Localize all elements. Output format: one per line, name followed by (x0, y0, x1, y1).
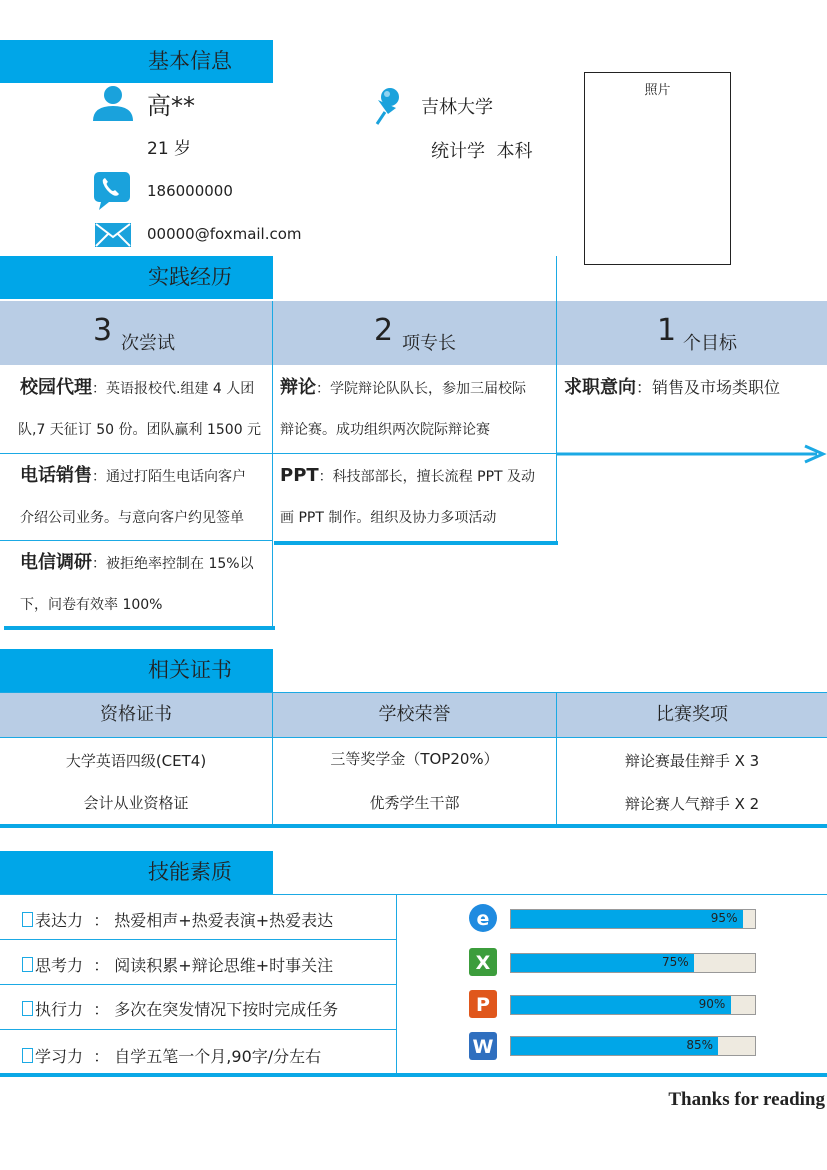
divider (556, 256, 557, 301)
progress-label: 85% (686, 1038, 714, 1052)
progress-bar (510, 995, 756, 1015)
svg-text:X: X (475, 952, 491, 974)
skill-thinking: 思考力 ： 阅读积累+辩论思维+时事关注 (22, 953, 333, 976)
checkbox-icon (22, 912, 33, 927)
cert-item: 大学英语四级(CET4) (65, 752, 207, 770)
divider (272, 301, 273, 365)
progress-bar (510, 909, 756, 929)
divider (556, 301, 557, 365)
photo-label: 照片 (644, 83, 671, 98)
skill-expression: 表达力 ： 热爱相声+热爱表演+热爱表达 (22, 908, 333, 931)
cert-header-honors: 学校荣誉 (273, 692, 556, 737)
divider (0, 894, 827, 895)
award-item: 辩论赛最佳辩手 X 3 (624, 752, 760, 770)
school: 吉林大学 (421, 97, 493, 118)
divider (0, 1073, 827, 1077)
name: 高** (147, 92, 195, 120)
exp-campus-agent: 校园代理：英语报校代.组建 4 人团 队,7 天征订 50 份。团队赢利 1500 元 (18, 377, 262, 438)
phone-icon (93, 171, 131, 211)
section-header-certs: 相关证书 (0, 649, 273, 692)
cert-item: 会计从业资格证 (83, 794, 189, 812)
age: 21 岁 (147, 139, 192, 159)
major-degree: 统计学 本科 (431, 141, 533, 162)
progress-label: 95% (710, 911, 738, 925)
exp-telecom-survey: 电信调研：被拒绝率控制在 15%以 下，问卷有效率 100% (20, 552, 254, 613)
checkbox-icon (22, 1048, 33, 1063)
stat-goals: 1 个目标 (557, 301, 827, 365)
progress-bar (510, 1036, 756, 1056)
stat-tries: 3 次尝试 (0, 301, 272, 365)
progress-label: 90% (698, 997, 726, 1011)
svg-text:e: e (476, 908, 490, 930)
honor-item: 优秀学生干部 (369, 794, 460, 812)
arrow-right-icon (557, 444, 827, 468)
checkbox-icon (22, 1001, 33, 1016)
divider (0, 984, 396, 985)
stat-specialties: 2 项专长 (273, 301, 556, 365)
divider (274, 541, 558, 545)
divider (0, 824, 827, 828)
svg-text:W: W (472, 1036, 494, 1058)
footer-thanks: Thanks for reading (668, 1089, 825, 1110)
svg-text:P: P (476, 994, 490, 1016)
exp-debate: 辩论：学院辩论队队长，参加三届校际 辩论赛。成功组织两次院际辩论赛 (280, 377, 526, 438)
email: 00000@foxmail.com (147, 225, 302, 243)
divider (396, 894, 397, 1074)
divider (0, 737, 827, 738)
honor-item: 三等奖学金（TOP20%） (330, 750, 499, 768)
powerpoint-icon (468, 989, 498, 1023)
mail-icon (94, 222, 132, 248)
divider (0, 1029, 396, 1030)
skill-learning: 学习力 ： 自学五笔一个月,90字/分左右 (22, 1044, 321, 1067)
person-icon (92, 85, 134, 123)
progress-bar (510, 953, 756, 973)
divider (0, 692, 827, 693)
excel-icon (468, 947, 498, 981)
section-header-skills: 技能素质 (0, 851, 273, 894)
phone-number: 186000000 (147, 182, 233, 200)
ie-icon (468, 903, 498, 937)
exp-ppt: PPT：科技部部长，擅长流程 PPT 及动 画 PPT 制作。组织及协力多项活动 (280, 465, 536, 526)
divider (4, 626, 275, 630)
cert-header-qualifications: 资格证书 (0, 692, 272, 737)
progress-label: 75% (662, 955, 689, 969)
section-header-basic: 基本信息 (0, 40, 273, 83)
photo-frame (584, 72, 731, 265)
exp-phone-sales: 电话销售：通过打陌生电话向客户 介绍公司业务。与意向客户约见签单 (20, 465, 246, 526)
pushpin-icon (370, 86, 404, 126)
word-icon (468, 1031, 498, 1065)
progress-fill (511, 910, 743, 928)
award-item: 辩论赛人气辩手 X 2 (624, 795, 760, 813)
skill-execution: 执行力 ： 多次在突发情况下按时完成任务 (22, 997, 338, 1020)
divider (0, 939, 396, 940)
section-header-practice: 实践经历 (0, 256, 273, 299)
cert-header-awards: 比赛奖项 (557, 692, 827, 737)
divider (272, 365, 273, 628)
checkbox-icon (22, 957, 33, 972)
exp-job-intent: 求职意向：销售及市场类职位 (564, 377, 781, 398)
